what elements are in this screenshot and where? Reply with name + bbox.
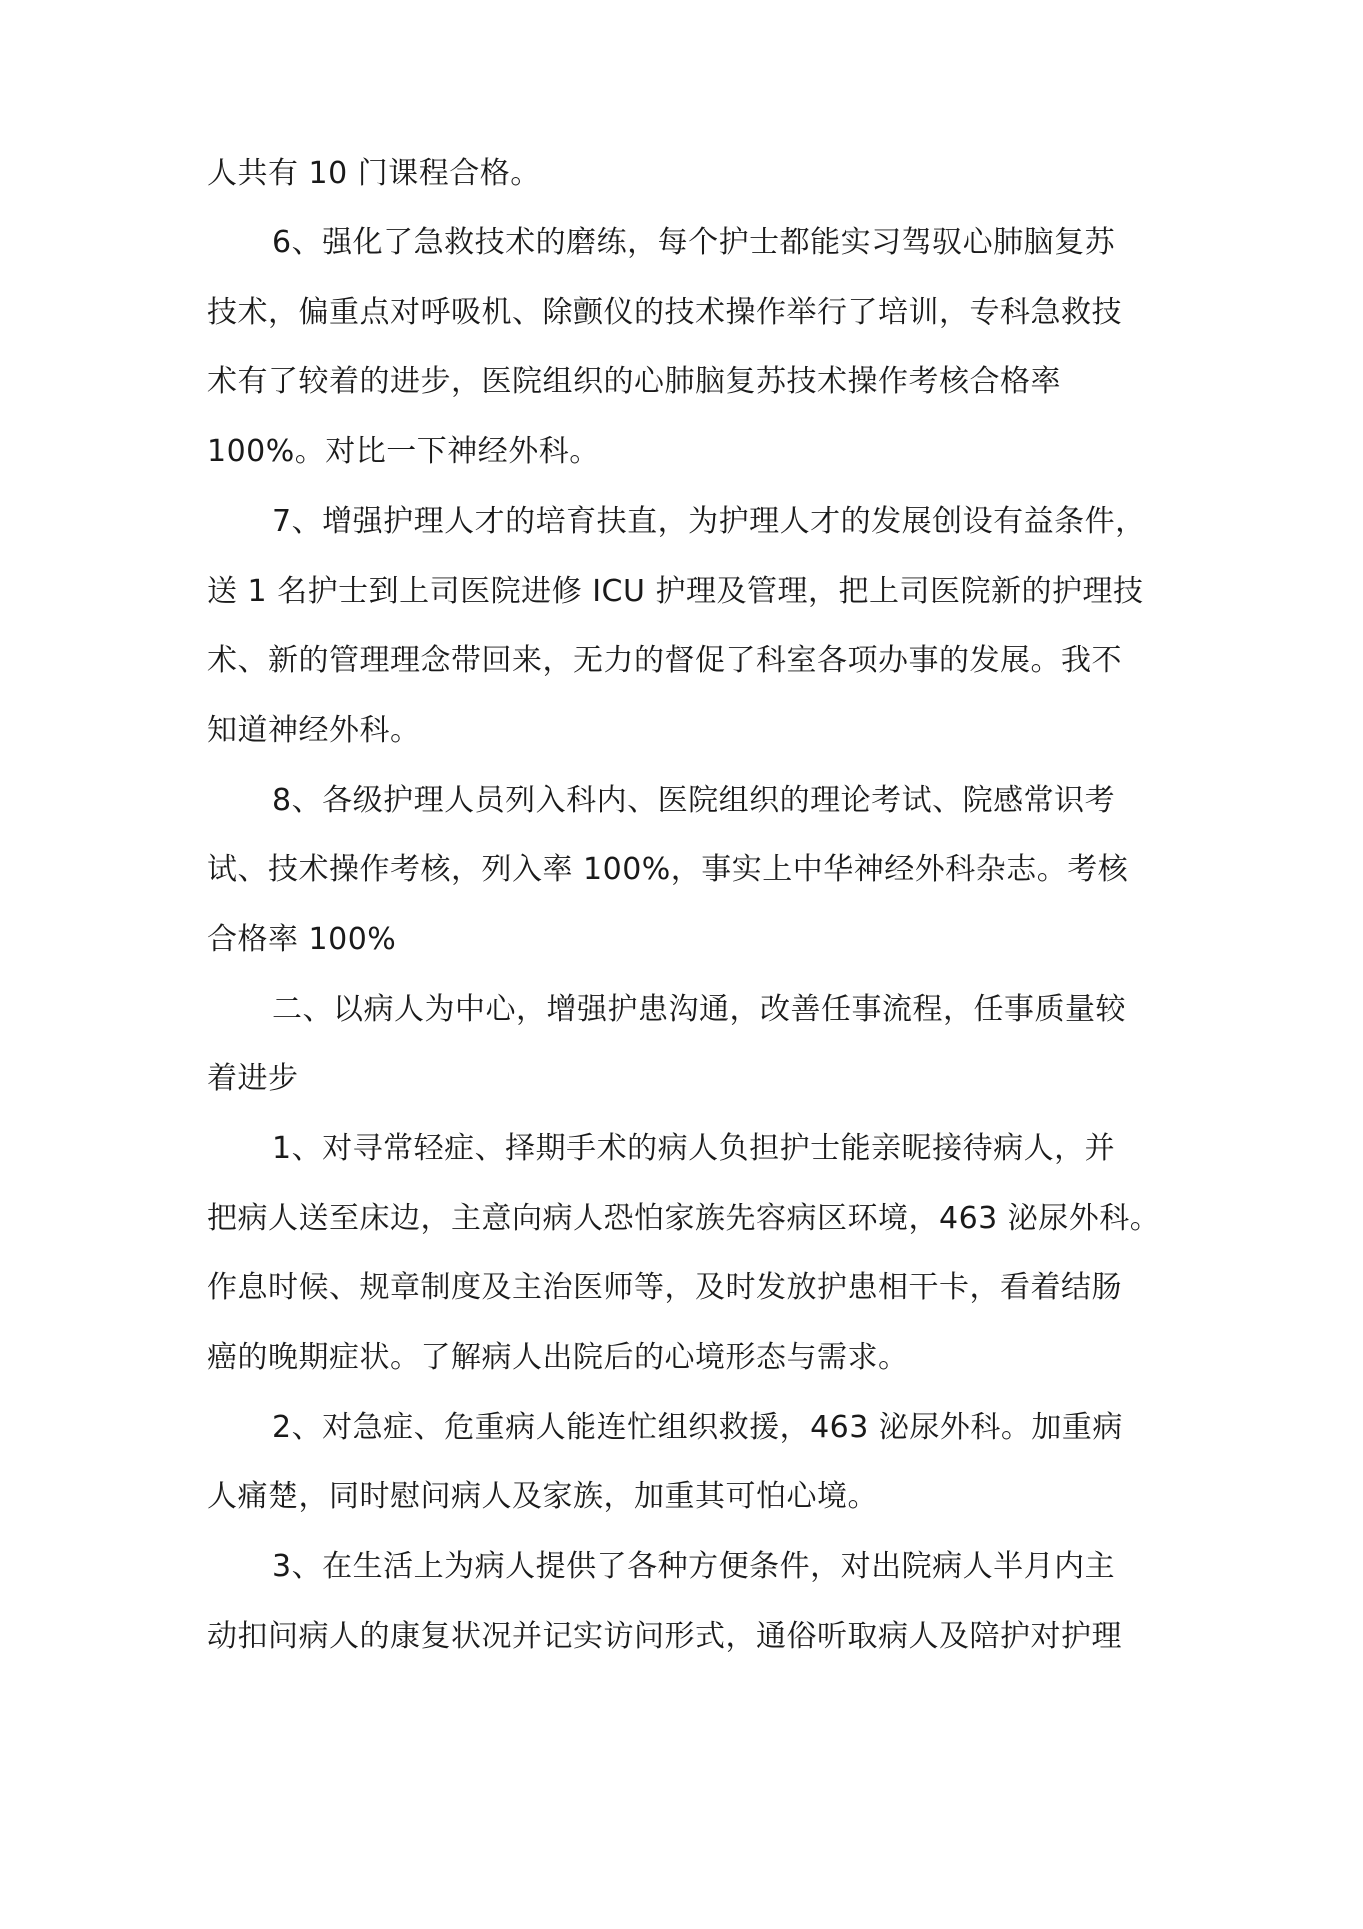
text-line: 2、对急症、危重病人能连忙组织救援，463 泌尿外科。加重病 [272,1410,1123,1445]
text-line: 技术，偏重点对呼吸机、除颤仪的技术操作举行了培训，专科急救技 [207,295,1122,330]
text-line: 把病人送至床边，主意向病人恐怕家族先容病区环境，463 泌尿外科。 [207,1201,1161,1236]
text-line: 6、强化了急救技术的磨练，每个护士都能实习驾驭心肺脑复苏 [272,225,1116,260]
text-line: 7、增强护理人才的培育扶直，为护理人才的发展创设有益条件， [272,504,1146,539]
text-line: 人共有 10 门课程合格。 [207,156,541,191]
text-line: 100%。对比一下神经外科。 [207,434,600,469]
text-line: 作息时候、规章制度及主治医师等，及时发放护患相干卡，看着结肠 [207,1270,1122,1305]
text-line: 送 1 名护士到上司医院进修 ICU 护理及管理，把上司医院新的护理技 [207,574,1144,609]
text-line: 3、在生活上为病人提供了各种方便条件，对出院病人半月内主 [272,1549,1116,1584]
text-line: 人痛楚，同时慰问病人及家族，加重其可怕心境。 [207,1479,878,1514]
text-line: 术、新的管理理念带回来，无力的督促了科室各项办事的发展。我不 [207,643,1122,678]
text-line: 二、以病人为中心，增强护患沟通，改善任事流程，任事质量较 [272,992,1126,1027]
text-line: 知道神经外科。 [207,713,421,748]
text-line: 动扣问病人的康复状况并记实访问形式，通俗听取病人及陪护对护理 [207,1619,1122,1654]
text-line: 1、对寻常轻症、择期手术的病人负担护士能亲昵接待病人，并 [272,1131,1116,1166]
text-line: 着进步 [207,1061,299,1096]
text-line: 癌的晚期症状。了解病人出院后的心境形态与需求。 [207,1340,909,1375]
text-line: 试、技术操作考核，列入率 100%，事实上中华神经外科杂志。考核 [207,852,1129,887]
text-line: 术有了较着的进步，医院组织的心肺脑复苏技术操作考核合格率 [207,364,1061,399]
text-line: 合格率 100% [207,922,397,957]
text-line: 8、各级护理人员列入科内、医院组织的理论考试、院感常识考 [272,783,1116,818]
